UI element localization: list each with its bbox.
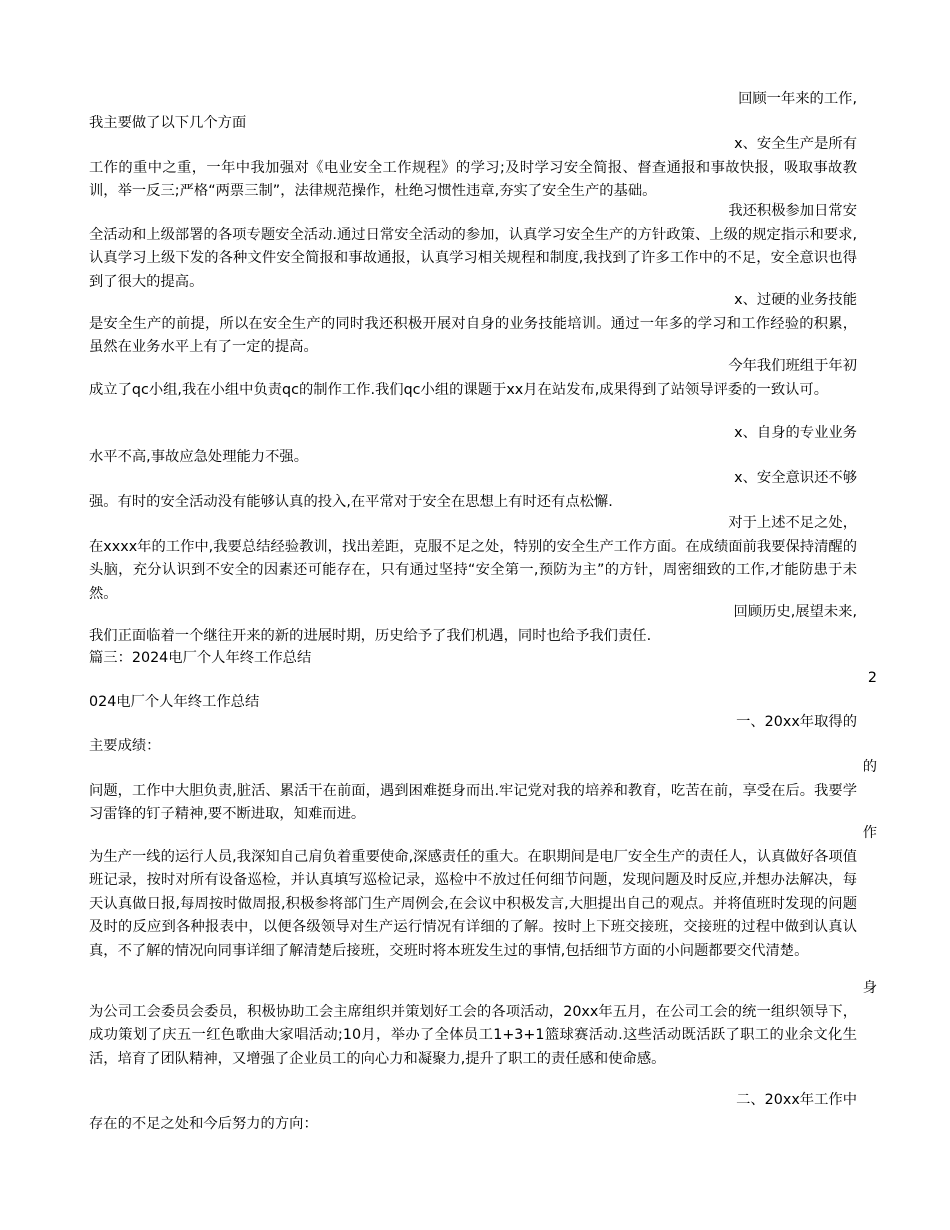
paragraph-attitude [89, 756, 877, 827]
paragraph-body: 水平不高,事故应急处理能力不强。 [89, 448, 308, 465]
paragraph-skills [89, 289, 857, 360]
paragraph-body: 主要成绩： [89, 737, 161, 754]
paragraph-body: 我们正面临着一个继往开来的新的进展时期，历史给予了我们机遇，同时也给予我们责任. [89, 627, 652, 644]
paragraph-achievements-heading [89, 711, 857, 758]
paragraph-body: 在xxxx年的工作中,我要总结经验教训，找出差距，克服不足之处，特别的安全生产工作方面。在成绩面前我要保持清醒的头脑，充分认识到不安全的因素还可能存在，只有通过坚持“安全第一,预防为主”的方针，周密细致的工作,才能防患于未然。 [89, 538, 857, 602]
paragraph-union [89, 977, 877, 1071]
paragraph-outlook [89, 601, 857, 648]
paragraph-operations [89, 822, 877, 963]
paragraph-body: 存在的不足之处和今后努力的方向： [89, 1115, 318, 1132]
paragraph-lead: 的 [862, 759, 877, 775]
paragraph-body: 为公司工会委员会委员，积极协助工会主席组织并策划好工会的各项活动，20xx年五月，在公司工会的统一组织领导下，成功策划了庆五一红色歌曲大家唱活动;10月，举办了全体员工1+3+1篮球赛活动.这些活动既活跃了职工的业余文化生活，培育了团队精神，又增强了企业员工的向心力和凝聚力,提升了职工的责任感和使命感。 [89, 1003, 857, 1067]
paragraph-body: 我主要做了以下几个方面 [89, 114, 247, 131]
paragraph-lead: x、安全意识还不够 [734, 470, 857, 486]
paragraph-lead: 回顾历史,展望未来, [733, 604, 857, 620]
paragraph-body: 强。有时的安全活动没有能够认真的投入,在平常对于安全在思想上有时还有点松懈. [89, 493, 613, 510]
paragraph-lead: 2 [867, 670, 877, 686]
paragraph-lead: 作 [862, 825, 877, 841]
paragraph-lead: 我还积极参加日常安 [728, 203, 857, 219]
paragraph-shortcomings-heading [89, 1089, 857, 1136]
paragraph-title-repeat [89, 667, 877, 714]
paragraph-improvement [89, 512, 857, 606]
paragraph-body: 问题，工作中大胆负责,脏活、累活干在前面，遇到困难挺身而出.牢记党对我的培养和教育，吃苦在前，享受在后。我要学习雷锋的钉子精神,要不断进取，知难而进。 [89, 782, 857, 822]
paragraph-body: 024电厂个人年终工作总结 [89, 693, 260, 710]
paragraph-lead: x、过硬的业务技能 [734, 292, 857, 308]
paragraph-safety-priority [89, 133, 857, 204]
paragraph-lead: 今年我们班组于年初 [728, 358, 857, 374]
section-title: 篇三：2024电厂个人年终工作总结 [89, 650, 312, 666]
paragraph-lead: 对于上述不足之处， [728, 515, 857, 531]
paragraph-body: 工作的重中之重，一年中我加强对《电业安全工作规程》的学习;及时学习安全简报、督查通报和事故快报，吸取事故教训，举一反三;严格“两票三制”，法律规范操作，杜绝习惯性违章,夯实了安全生产的基础。 [89, 159, 857, 199]
paragraph-weakness-skill [89, 422, 857, 469]
paragraph-weakness-safety [89, 467, 857, 514]
paragraph-lead: x、自身的专业业务 [734, 425, 857, 441]
paragraph-safety-activities [89, 200, 857, 294]
paragraph-lead: 二、20xx年工作中 [736, 1092, 857, 1108]
paragraph-body: 全活动和上级部署的各项专题安全活动.通过日常安全活动的参加，认真学习安全生产的方针政策、上级的规定指示和要求,认真学习上级下发的各种文件安全简报和事故通报，认真学习相关规程和制度,我找到了许多工作中的不足，安全意识也得到了很大的提高。 [89, 226, 857, 290]
paragraph-review [89, 88, 857, 135]
paragraph-qc-group [89, 355, 857, 402]
paragraph-lead: 回顾一年来的工作, [738, 91, 857, 107]
paragraph-lead: 一、20xx年取得的 [736, 714, 857, 730]
paragraph-body: 成立了qc小组,我在小组中负责qc的制作工作.我们qc小组的课题于xx月在站发布,成果得到了站领导评委的一致认可。 [89, 381, 829, 398]
paragraph-body: 是安全生产的前提，所以在安全生产的同时我还积极开展对自身的业务技能培训。通过一年多的学习和工作经验的积累，虽然在业务水平上有了一定的提高。 [89, 315, 857, 355]
paragraph-lead: x、安全生产是所有 [734, 136, 857, 152]
paragraph-lead: 身 [862, 980, 877, 996]
paragraph-body: 为生产一线的运行人员,我深知自己肩负着重要使命,深感责任的重大。在职期间是电厂安全生产的责任人，认真做好各项值班记录，按时对所有设备巡检，并认真填写巡检记录，巡检中不放过任何细节问题，发现问题及时反应,并想办法解决，每天认真做日报,每周按时做周报,积极参将部门生产周例会,在会议中积极发言,大胆提出自己的观点。并将值班时发现的问题及时的反应到各种报表中，以便各级领导对生产运行情况有详细的了解。按时上下班交接班，交接班的过程中做到认真认真，不了解的情况向同事详细了解清楚后接班，交班时将本班发生过的事情,包括细节方面的小问题都要交代清楚。 [89, 848, 857, 959]
